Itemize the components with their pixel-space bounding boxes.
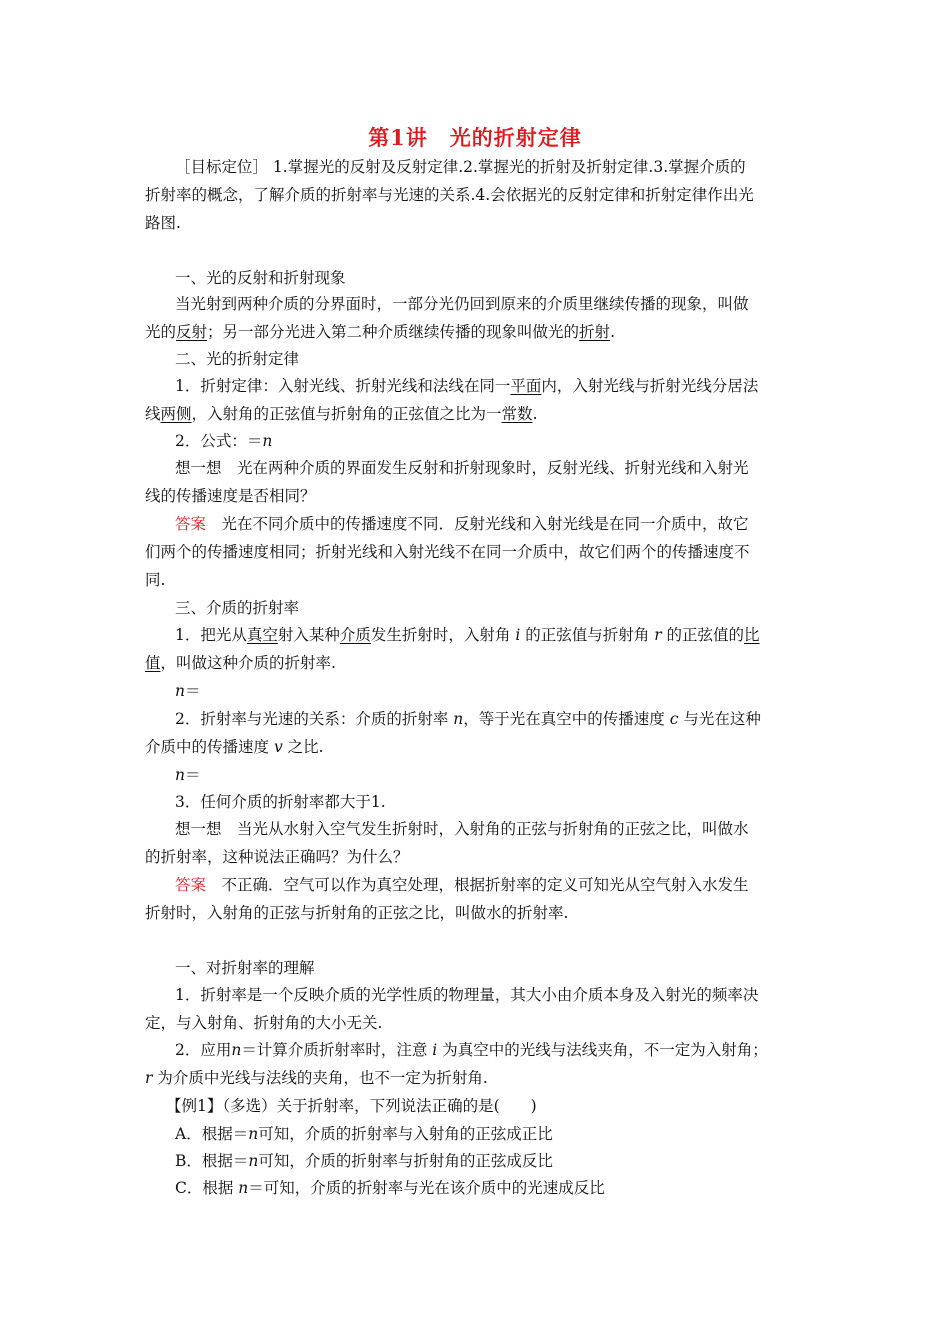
blank-ratio-1: 比 [744, 626, 760, 644]
think-1-line-1: 想一想 光在两种介质的界面发生反射和折射现象时，反射光线、折射光线和入射光 [175, 459, 749, 477]
think-2-line-1: 想一想 当光从水射入空气发生折射时，入射角的正弦与折射角的正弦之比，叫做水 [175, 820, 749, 838]
index-item-3: 3．任何介质的折射率都大于1. [175, 793, 386, 811]
objective-line-1: ［目标定位］ 1.掌握光的反射及反射定律.2.掌握光的折射及折射定律.3.掌握介质的 [175, 158, 746, 176]
example-1-stem: 【例1】（多选）关于折射率，下列说法正确的是( ) [166, 1097, 537, 1115]
law-item-1-line-1: 1．折射定律：入射光线、折射光线和法线在同一平面内，入射光线与折射光线分居法 [175, 377, 759, 395]
option-c: C．根据 n＝可知，介质的折射率与光在该介质中的光速成反比 [175, 1179, 605, 1197]
index-item-1-line-1: 1．把光从真空射入某种介质发生折射时，入射角 i 的正弦值与折射角 r 的正弦值的比 [175, 626, 760, 644]
answer-label: 答案 [175, 515, 207, 533]
section-heading-reflection: 一、光的反射和折射现象 [175, 269, 346, 287]
blank-constant: 常数 [501, 405, 533, 423]
blank-medium: 介质 [339, 626, 371, 644]
answer-1-line-3: 同. [145, 571, 166, 589]
index-item-2-line-1: 2．折射率与光速的关系：介质的折射率 n，等于光在真空中的传播速度 c 与光在这种 [175, 710, 761, 728]
option-b: B．根据＝n可知，介质的折射率与折射角的正弦成反比 [175, 1152, 553, 1170]
think-1-line-2: 线的传播速度是否相同？ [145, 487, 316, 505]
blank-vacuum: 真空 [246, 626, 278, 644]
option-a: A．根据＝n可知，介质的折射率与入射角的正弦成正比 [175, 1125, 553, 1143]
reflection-paragraph-line-1: 当光射到两种介质的分界面时，一部分光仍回到原来的介质里继续传播的现象，叫做 [175, 295, 749, 313]
understanding-item-2-line-2: r 为介质中光线与法线的夹角，也不一定为折射角. [145, 1069, 488, 1087]
answer-label: 答案 [175, 876, 207, 894]
index-item-1-line-2: 值，叫做这种介质的折射率. [145, 654, 336, 672]
section-heading-law: 二、光的折射定律 [175, 350, 300, 368]
reflection-paragraph-line-2: 光的反射；另一部分光进入第二种介质继续传播的现象叫做光的折射. [145, 323, 615, 341]
understanding-item-1-line-2: 定，与入射角、折射角的大小无关. [145, 1014, 383, 1032]
blank-reflection: 反射 [176, 323, 208, 341]
blank-refraction: 折射 [579, 323, 611, 341]
law-item-2-formula: 2．公式：＝n [175, 432, 273, 450]
blank-ratio-2: 值 [145, 654, 161, 672]
index-item-2-line-2: 介质中的传播速度 v 之比. [145, 738, 324, 756]
index-formula-1: n＝ [175, 682, 201, 700]
example-label: 【例1】 [166, 1097, 223, 1115]
answer-1-line-2: 们两个的传播速度相同；折射光线和入射光线不在同一介质中，故它们两个的传播速度不 [145, 543, 750, 561]
index-formula-2: n＝ [175, 766, 201, 784]
blank-two-sides: 两侧 [160, 405, 192, 423]
law-item-1-line-2: 线两侧，入射角的正弦值与折射角的正弦值之比为一常数. [145, 405, 538, 423]
think-2-line-2: 的折射率，这种说法正确吗？为什么？ [145, 848, 409, 866]
section-heading-index: 三、介质的折射率 [175, 599, 300, 617]
page-title: 第1讲 光的折射定律 [368, 125, 582, 150]
section-heading-understanding: 一、对折射率的理解 [175, 959, 315, 977]
understanding-item-2-line-1: 2．应用n＝计算介质折射率时，注意 i 为真空中的光线与法线夹角，不一定为入射角； [175, 1041, 768, 1059]
blank-plane: 平面 [510, 377, 542, 395]
objective-line-2: 折射率的概念，了解介质的折射率与光速的关系.4.会依据光的反射定律和折射定律作出光 [145, 186, 754, 204]
answer-2-line-2: 折射时，入射角的正弦与折射角的正弦之比，叫做水的折射率. [145, 904, 569, 922]
answer-2-line-1: 答案 不正确．空气可以作为真空处理，根据折射率的定义可知光从空气射入水发生 [175, 876, 749, 894]
answer-1-line-1: 答案 光在不同介质中的传播速度不同．反射光线和入射光线是在同一介质中，故它 [175, 515, 749, 533]
understanding-item-1-line-1: 1．折射率是一个反映介质的光学性质的物理量，其大小由介质本身及入射光的频率决 [175, 986, 759, 1004]
objective-line-3: 路图. [145, 214, 181, 232]
